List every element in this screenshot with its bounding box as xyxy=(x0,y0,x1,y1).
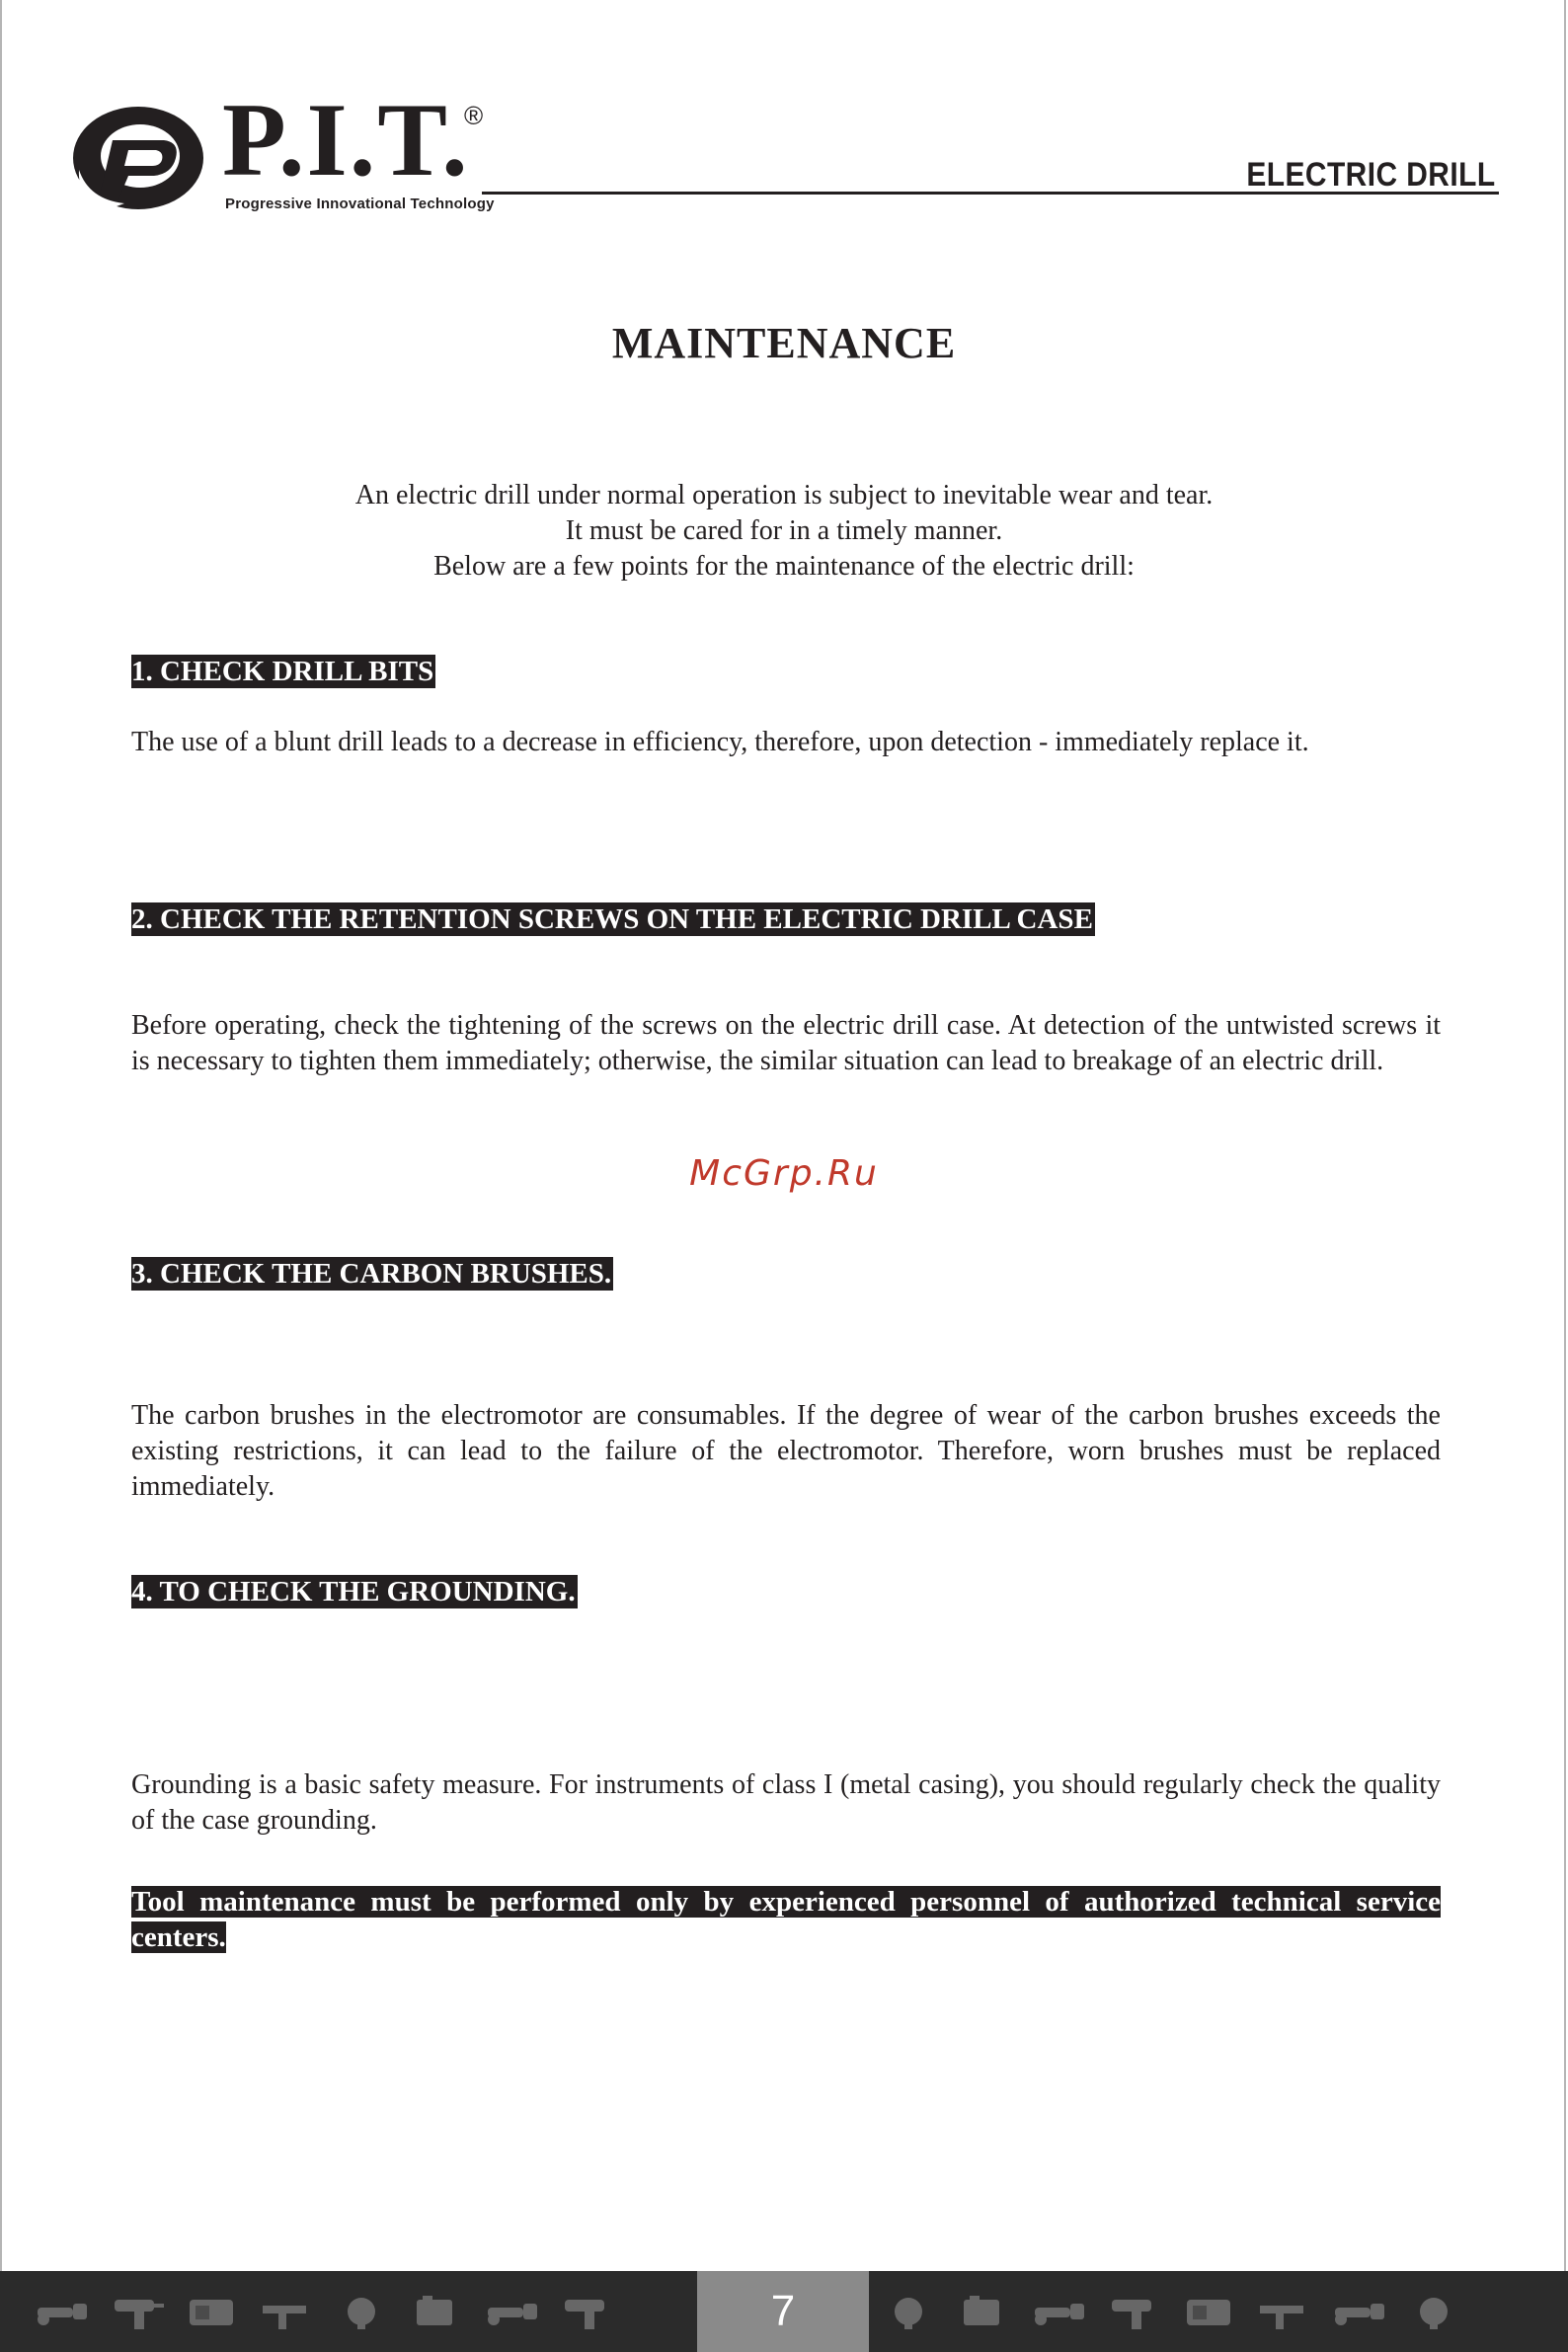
grinder-icon xyxy=(1331,2292,1388,2331)
page-number: 7 xyxy=(697,2271,869,2352)
tool-icons-left xyxy=(34,2271,616,2352)
section-text: Before operating, check the tightening of the screws on the electric drill case. At detection of the untwisted screws it is necessary to tighten them immediately; otherwise, the similar situation can lead to breakage of an electric drill. xyxy=(131,1010,1441,1076)
generator-icon xyxy=(184,2292,241,2331)
generator-icon xyxy=(1181,2292,1238,2331)
grinder-icon xyxy=(484,2292,541,2331)
mixer-icon xyxy=(881,2292,938,2331)
intro-line: An electric drill under normal operation is subject to inevitable wear and tear. xyxy=(354,480,1214,510)
page-title: MAINTENANCE xyxy=(611,319,957,367)
section-heading: 3. CHECK THE CARBON BRUSHES. xyxy=(131,1258,612,1290)
maintenance-note xyxy=(131,1884,1441,1955)
pit-logo-icon xyxy=(69,101,207,215)
section-heading: 1. CHECK DRILL BITS xyxy=(131,656,434,687)
mixer-icon xyxy=(1406,2292,1463,2331)
intro-line: Below are a few points for the maintenance of the electric drill: xyxy=(433,551,1135,582)
drill-icon xyxy=(1106,2292,1163,2331)
document-type: ELECTRIC DRILL xyxy=(1246,156,1496,194)
saw-icon xyxy=(259,2292,316,2331)
saw-icon xyxy=(1256,2292,1313,2331)
note-text: Tool maintenance must be performed only by experienced personnel of authorized technical service centers. xyxy=(131,1886,1441,1953)
intro-text xyxy=(0,478,1568,585)
section-heading: 2. CHECK THE RETENTION SCREWS ON THE ELECTRIC DRILL CASE xyxy=(131,903,1093,935)
tool-icons-right xyxy=(881,2271,1463,2352)
registered-mark: ® xyxy=(464,101,484,130)
footer-bar xyxy=(0,2271,1568,2352)
drill-icon xyxy=(559,2292,616,2331)
mixer-icon xyxy=(334,2292,391,2331)
watermark: McGrp.Ru xyxy=(689,1153,879,1194)
grinder-icon xyxy=(34,2292,91,2331)
grinder-icon xyxy=(1031,2292,1088,2331)
intro-line: It must be cared for in a timely manner. xyxy=(565,515,1003,546)
drill-icon xyxy=(109,2292,166,2331)
section-text: The use of a blunt drill leads to a decrease in efficiency, therefore, upon detection - immediately replace it. xyxy=(131,727,1309,757)
battery-icon xyxy=(409,2292,466,2331)
section-text: The carbon brushes in the electromotor are consumables. If the degree of wear of the carbon brushes exceeds the existing restrictions, it can lead to the failure of the electromotor. Therefore, worn brushes must be replaced immediately. xyxy=(131,1400,1441,1502)
section-heading: 4. TO CHECK THE GROUNDING. xyxy=(131,1576,576,1607)
brand-tagline: Progressive Innovational Technology xyxy=(225,196,495,212)
section-text: Grounding is a basic safety measure. For instruments of class I (metal casing), you should regularly check the quality of the case grounding. xyxy=(131,1769,1441,1836)
battery-icon xyxy=(956,2292,1013,2331)
brand-name: P.I.T. xyxy=(222,82,470,197)
